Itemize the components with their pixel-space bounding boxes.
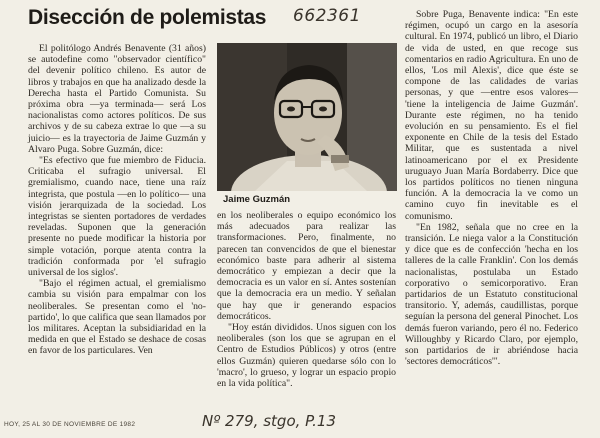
text-column-1 xyxy=(28,43,206,357)
article-headline: Disección de polemistas xyxy=(28,6,267,29)
publication-footer: HOY, 25 AL 30 DE NOVIEMBRE DE 1982 xyxy=(4,421,136,428)
paragraph: en los neoliberales o equipo económico los más adecuados para realizar las transformaciones. Pero, finalmente, no parecen tan convencidos de que el bienestar económico baste para adherir al sistema democrático y empiezan a decir que la democracia es un valor en sí. Antes sostenían que la democracia era un medio. Y señalan que hay que ir generando espacios democráticos. xyxy=(217,210,396,322)
photo-caption: Jaime Guzmán xyxy=(223,194,291,205)
portrait-illustration xyxy=(217,43,397,191)
paragraph: "Es efectivo que fue miembro de Fiducia. Criticaba el sufragio universal. El gremialismo, cuando nace, tiene una raíz integrista, que postula —en lo político— una visión jerarquizada de la sociedad. Los integristas se sienten portadores de verdades reveladas. Suponen que la generación presente no puede modificar la historia por simple votación, porque atenta contra la tradición conformada por 'el sufragio universal de los siglos'. xyxy=(28,155,206,279)
handwritten-source-note: Nº 279, stgo, P.13 xyxy=(202,412,336,430)
paragraph: Sobre Puga, Benavente indica: "En este régimen, ocupó un cargo en la asesoría cultural. En 1974, publicó un libro, el Diario de vida de usted, en que recoge sus comentarios en radio Agricultura. En uno de ellos, 'Los mil Alexis', dice que éste se compone de las calidades de varias personas, y que —entre esos valores— 'tiene la inteligencia de Jaime Guzmán'. Durante este régimen, no ha tenido evolución en su pensamiento. Es el fiel exponente en Chile de la tesis del Estado Militar, que es sustentada a nivel latinoamericano por el ex Presidente uruguayo Juan María Bordaberry. Dice que los partidos políticos no tienen ninguna función. A la democracia la ve como un camino cuyo fin inevitable es el comunismo. xyxy=(405,9,578,222)
portrait-photo xyxy=(217,43,397,191)
paragraph: "Hoy están divididos. Unos siguen con los neoliberales (son los que se agrupan en el Centro de Estudios Públicos) y otros (entre ellos Guzmán) quieren quedarse sólo con lo 'macro', lo grueso, y lograr un espacio propio en la vida política". xyxy=(217,322,396,390)
paragraph: El politólogo Andrés Benavente (31 años) se autodefine como "observador científico" del devenir político chileno. Es autor de libros y trabajos en que ha analizado desde la Derecha hasta el Partido Comunista. Su próxima obra —ya terminada— será Los nacionalistas como actores políticos. De sus archivos y de su cabeza extrae lo que —a su juicio— es la trayectoria de Jaime Guzmán y Alvaro Puga. Sobre Guzmán, dice: xyxy=(28,43,206,155)
text-column-3 xyxy=(405,9,578,368)
text-column-2 xyxy=(217,210,396,389)
paragraph: "Bajo el régimen actual, el gremialismo cambia su visión para empalmar con los neoliberales. Se presentan como el 'no-partido', lo que califica que sean llamados por los militares. Aceptan la subsidiaridad en la medida en que el Estado se deshace de cosas en favor de los particulares. Ven xyxy=(28,278,206,357)
handwritten-archive-code: 662361 xyxy=(293,6,361,26)
paragraph: "En 1982, señala que no cree en la transición. Le niega valor a la Constitución y dice que es de confección 'hecha en los talleres de la calle Franklin'. Con los demás nacionalistas, postulaba un Estado corporativo o semicorporativo. Eran partidarios de un Estatuto constitucional transitorio. Y, además, caudillistas, porque seguían la persona del general Pinochet. Los demás fueron variando, pero él no. Federico Willoughby y Ricardo Claro, por ejemplo, son partidarios de ir abriéndose hacia 'sectores democráticos'". xyxy=(405,221,578,368)
